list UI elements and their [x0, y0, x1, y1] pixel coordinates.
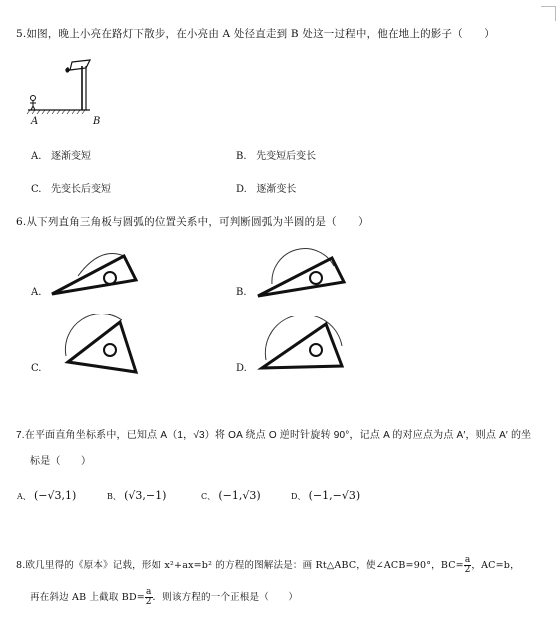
question-8-stem-line1: 8.欧几里得的《原本》记载，形如 x²+ax=b² 的方程的图解法是：画 Rt△ABC，使∠ACB=90°，BC= $\frac{a}{2}$ ，AC=b，	[16, 555, 520, 575]
page-corner-mark	[541, 6, 556, 21]
q5-option-b[interactable]: B. 先变短后变长	[236, 151, 317, 162]
question-7-stem-line1: 7.在平面直角坐标系中，已知点 A（1，√3）将 OA 绕点 O 逆时针旋转 90°，记点 A 的对应点为点 A′，则点 A′ 的坐	[16, 430, 532, 441]
fraction-a-over-2: $\frac{a}{2}$	[464, 555, 471, 575]
question-5-stem: 5.如图，晚上小亮在路灯下散步，在小亮由 A 处径直走到 B 处这一过程中，他在地上的影子（ ）	[16, 28, 495, 40]
q5-option-c[interactable]: C. 先变长后变短	[31, 184, 112, 195]
question-7-stem-line2: 标是（ ）	[30, 456, 92, 467]
q6-figure-a[interactable]	[44, 246, 144, 302]
label-b: B	[93, 116, 101, 127]
q6-figure-d[interactable]	[250, 316, 350, 380]
q5-option-d[interactable]: D. 逐渐变长	[236, 184, 297, 195]
q6-figure-b[interactable]	[250, 240, 350, 300]
q5-option-a[interactable]: A. 逐渐变短	[31, 151, 91, 162]
q6-option-d-label[interactable]: D.	[236, 363, 247, 374]
question-8-stem-line2: 再在斜边 AB 上截取 BD= $\frac{a}{2}$ ．则该方程的一个正根是（ ）	[30, 587, 299, 607]
q7-option-b[interactable]: B、 (√3,−1)	[107, 489, 167, 502]
q6-figure-c[interactable]	[46, 314, 146, 378]
streetlamp-figure	[24, 52, 124, 132]
question-6-stem: 6.从下列直角三角板与圆弧的位置关系中，可判断圆弧为半圆的是（ ）	[16, 216, 369, 228]
q7-option-a[interactable]: A、 (−√3,1)	[17, 489, 77, 502]
label-a: A	[31, 116, 39, 127]
q6-option-c-label[interactable]: C.	[31, 363, 42, 374]
q7-option-d[interactable]: D、 (−1,−√3)	[291, 489, 361, 502]
q6-option-a-label[interactable]: A.	[31, 287, 42, 298]
q6-option-b-label[interactable]: B.	[236, 287, 247, 298]
fraction-a-over-2-second: $\frac{a}{2}$	[145, 587, 152, 607]
q7-option-c[interactable]: C、 (−1,√3)	[201, 489, 261, 502]
